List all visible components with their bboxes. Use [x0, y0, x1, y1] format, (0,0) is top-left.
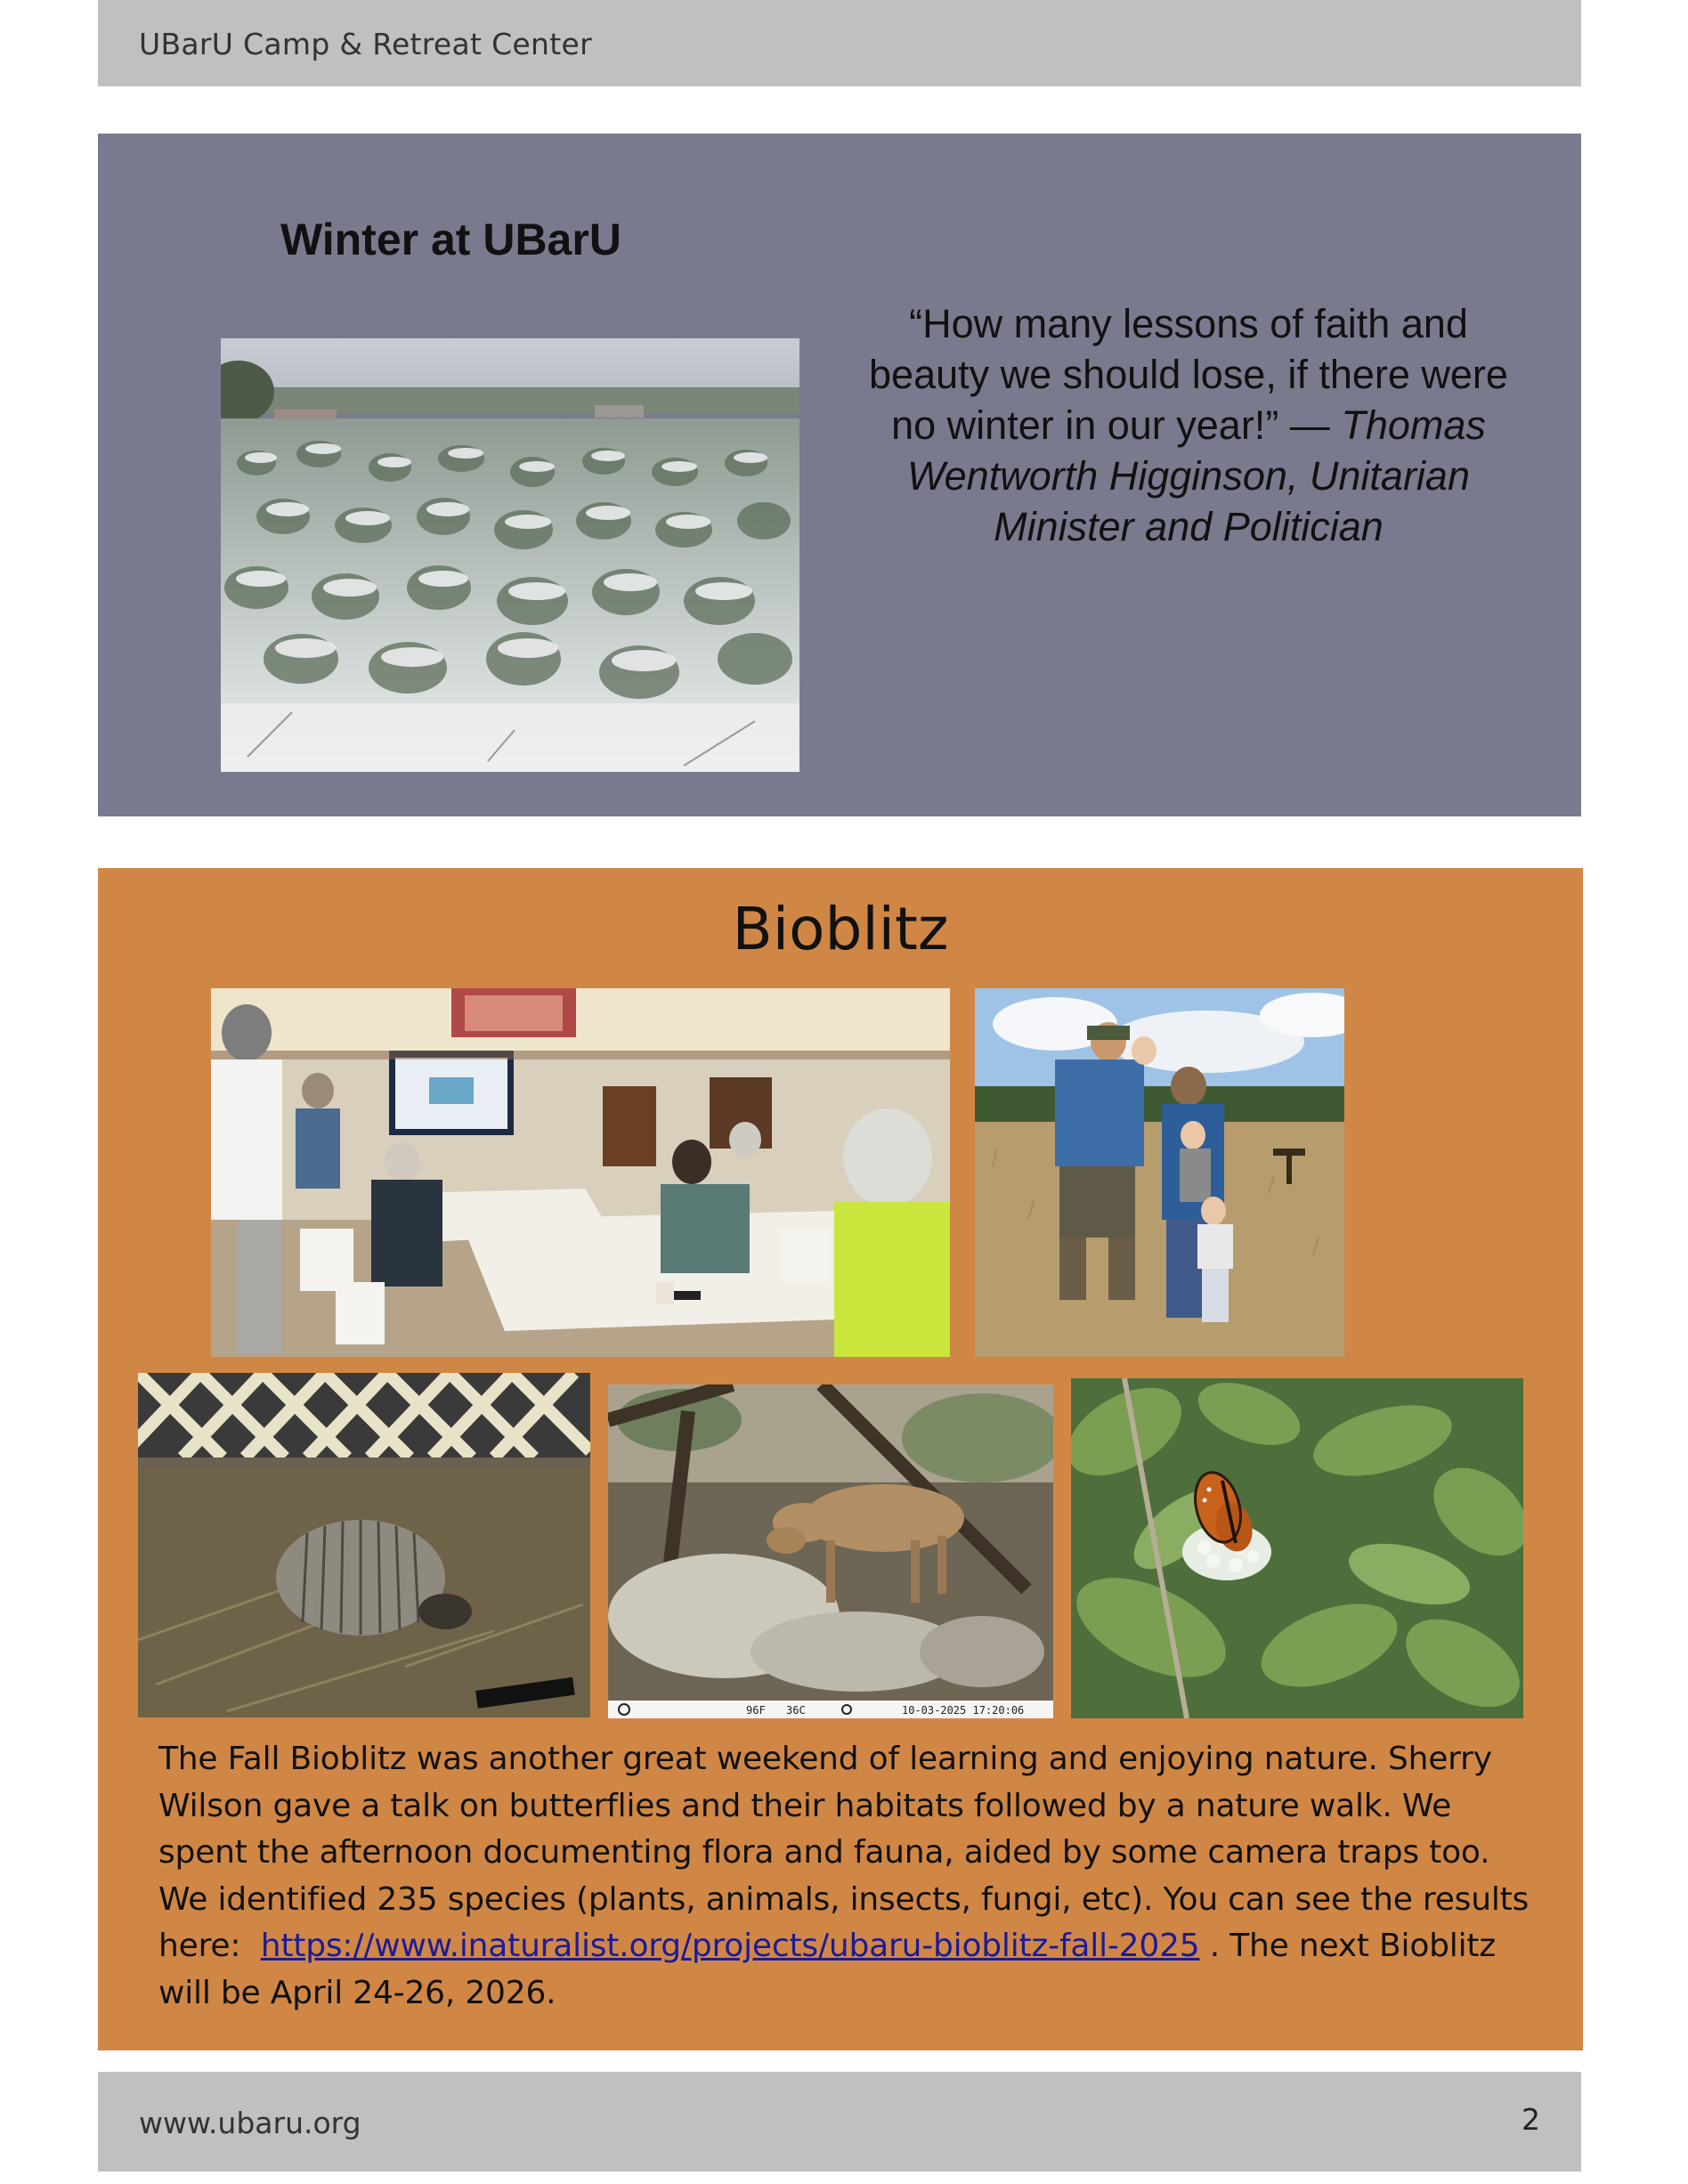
header-title: UBarU Camp & Retreat Center — [139, 27, 592, 61]
page-number: 2 — [1522, 2102, 1540, 2137]
family-in-field-photo — [975, 988, 1344, 1357]
butterfly-photo — [1071, 1378, 1523, 1718]
inaturalist-results-link[interactable]: https://www.inaturalist.org/projects/ubaru-bioblitz-fall-2025 — [260, 1928, 1200, 1964]
camera-temp-f: 96F — [746, 1704, 766, 1717]
bioblitz-section — [98, 868, 1583, 2050]
page-header — [98, 0, 1581, 86]
snowy-cactus-field-photo — [221, 338, 799, 772]
deer-camera-trap-photo — [608, 1384, 1053, 1718]
bioblitz-description — [158, 1736, 1530, 2017]
bioblitz-title: Bioblitz — [732, 895, 949, 963]
meeting-room-photo — [211, 988, 950, 1357]
bioblitz-body-before-link: The Fall Bioblitz was another great weekend of learning and enjoying nature. Sherry Wilson gave a talk on butterflies and their habitats followed by a nature walk. We spent the afternoon documenting flora and fauna, aided by some camera traps too. We identified 235 species (plants, animals, insects, fungi, etc). You can see the results here: — [158, 1741, 1530, 1964]
quote-attribution: Thomas Wentworth Higginson, Unitarian Minister and Politician — [907, 402, 1486, 549]
armadillo-photo — [138, 1373, 590, 1717]
camera-datetime: 10-03-2025 17:20:06 — [902, 1704, 1025, 1717]
bioblitz-body-after-link: . The next Bioblitz will be April 24-26, 2026. — [158, 1928, 1497, 2011]
camera-temp-c: 36C — [786, 1704, 806, 1717]
footer-website: www.ubaru.org — [139, 2106, 361, 2140]
winter-quote — [864, 298, 1514, 552]
winter-title: Winter at UBarU — [280, 215, 621, 264]
page-footer — [98, 2072, 1581, 2172]
winter-section — [98, 134, 1581, 816]
quote-text: “How many lessons of faith and beauty we should lose, if there were no winter in our year!” — — [869, 301, 1508, 448]
